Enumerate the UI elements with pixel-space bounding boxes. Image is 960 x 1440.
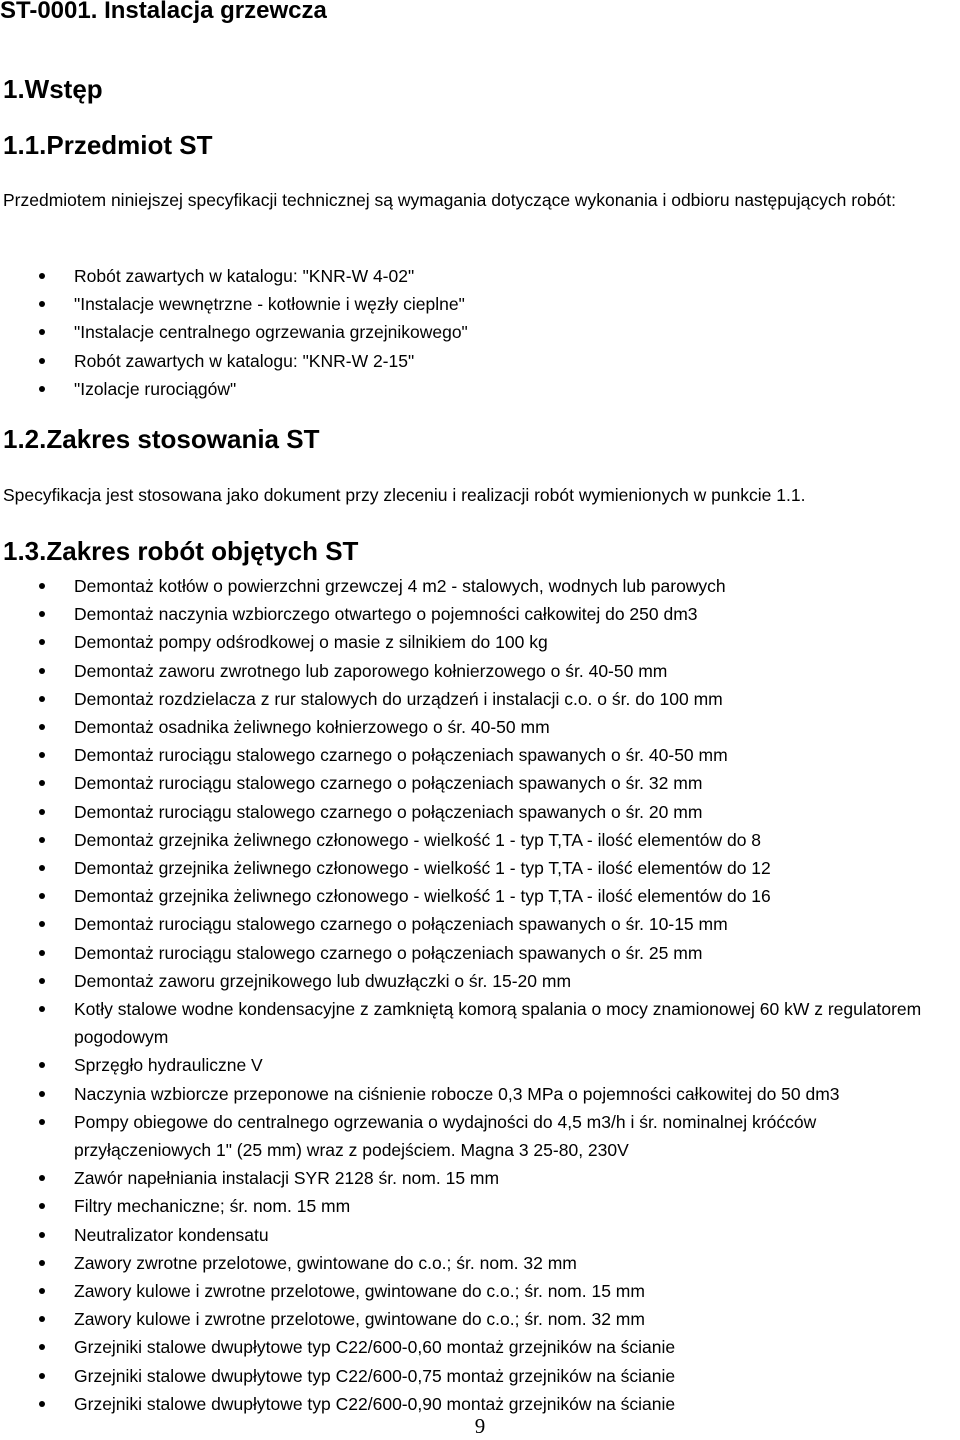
list-item: Grzejniki stalowe dwupłytowe typ C22/600-0,60 montaż grzejników na ścianie	[0, 1333, 960, 1361]
section-1-3-heading: 1.3.Zakres robót objętych ST	[3, 536, 359, 566]
list-item: Demontaż grzejnika żeliwnego członowego - wielkość 1 - typ T,TA - ilość elementów do 16	[0, 882, 960, 910]
list-item: Demontaż osadnika żeliwnego kołnierzowego o śr. 40-50 mm	[0, 713, 960, 741]
page-number: 9	[474, 1414, 486, 1438]
list-item: Grzejniki stalowe dwupłytowe typ C22/600-0,90 montaż grzejników na ścianie	[0, 1390, 960, 1418]
list-item: Grzejniki stalowe dwupłytowe typ C22/600-0,75 montaż grzejników na ścianie	[0, 1362, 960, 1390]
list-item: Neutralizator kondensatu	[0, 1221, 960, 1249]
list-item: Demontaż rurociągu stalowego czarnego o połączeniach spawanych o śr. 10-15 mm	[0, 910, 960, 938]
list-item: Zawory kulowe i zwrotne przelotowe, gwintowane do c.o.; śr. nom. 15 mm	[0, 1277, 960, 1305]
list-item: "Instalacje centralnego ogrzewania grzejnikowego"	[0, 318, 960, 346]
list-item: Zawory kulowe i zwrotne przelotowe, gwintowane do c.o.; śr. nom. 32 mm	[0, 1305, 960, 1333]
list-item: Demontaż grzejnika żeliwnego członowego - wielkość 1 - typ T,TA - ilość elementów do 8	[0, 826, 960, 854]
list-item: Demontaż rurociągu stalowego czarnego o połączeniach spawanych o śr. 40-50 mm	[0, 741, 960, 769]
document-title: ST-0001. Instalacja grzewcza	[0, 0, 327, 24]
list-item: Demontaż pompy odśrodkowej o masie z silnikiem do 100 kg	[0, 628, 960, 656]
list-item: Naczynia wzbiorcze przeponowe na ciśnienie robocze 0,3 MPa o pojemności całkowitej do 50 dm3	[0, 1080, 960, 1108]
list-item: Demontaż zaworu grzejnikowego lub dwuzłączki o śr. 15-20 mm	[0, 967, 960, 995]
list-item: Demontaż naczynia wzbiorczego otwartego o pojemności całkowitej do 250 dm3	[0, 600, 960, 628]
list-item: Filtry mechaniczne; śr. nom. 15 mm	[0, 1192, 960, 1220]
list-item: "Izolacje rurociągów"	[0, 375, 960, 403]
list-item: Demontaż kotłów o powierzchni grzewczej 4 m2 - stalowych, wodnych lub parowych	[0, 572, 960, 600]
list-item: Demontaż rurociągu stalowego czarnego o połączeniach spawanych o śr. 32 mm	[0, 769, 960, 797]
list-item: Pompy obiegowe do centralnego ogrzewania o wydajności do 4,5 m3/h i śr. nominalnej króćców przyłączeniowych 1" (25 mm) wraz z podejściem. Magna 3 25-80, 230V	[0, 1108, 954, 1164]
list-item: Zawory zwrotne przelotowe, gwintowane do c.o.; śr. nom. 32 mm	[0, 1249, 960, 1277]
list-item: Demontaż rurociągu stalowego czarnego o połączeniach spawanych o śr. 25 mm	[0, 939, 960, 967]
section-1-2-paragraph: Specyfikacja jest stosowana jako dokument przy zleceniu i realizacji robót wymienionych w punkcie 1.1.	[3, 485, 806, 505]
list-item: Demontaż rurociągu stalowego czarnego o połączeniach spawanych o śr. 20 mm	[0, 798, 960, 826]
list-item: Demontaż rozdzielacza z rur stalowych do urządzeń i instalacji c.o. o śr. do 100 mm	[0, 685, 960, 713]
list-item: Zawór napełniania instalacji SYR 2128 śr. nom. 15 mm	[0, 1164, 960, 1192]
section-1-2-heading: 1.2.Zakres stosowania ST	[3, 424, 320, 454]
list-item: Demontaż zaworu zwrotnego lub zaporowego kołnierzowego o śr. 40-50 mm	[0, 657, 960, 685]
list-item: Robót zawartych w katalogu: "KNR-W 4-02"	[0, 262, 960, 290]
list-item: Kotły stalowe wodne kondensacyjne z zamkniętą komorą spalania o mocy znamionowej 60 kW z regulatorem pogodowym	[0, 995, 954, 1051]
section-1-1-heading: 1.1.Przedmiot ST	[3, 130, 213, 160]
list-item: Demontaż grzejnika żeliwnego członowego - wielkość 1 - typ T,TA - ilość elementów do 12	[0, 854, 960, 882]
section-1-1-list	[0, 262, 960, 403]
section-1-3-list	[0, 572, 960, 1418]
list-item: Robót zawartych w katalogu: "KNR-W 2-15"	[0, 347, 960, 375]
intro-heading: 1.Wstęp	[3, 74, 103, 104]
section-1-1-paragraph: Przedmiotem niniejszej specyfikacji technicznej są wymagania dotyczące wykonania i odbioru następujących robót:	[3, 190, 896, 210]
list-item: Sprzęgło hydrauliczne V	[0, 1051, 960, 1079]
list-item: "Instalacje wewnętrzne - kotłownie i węzły cieplne"	[0, 290, 960, 318]
